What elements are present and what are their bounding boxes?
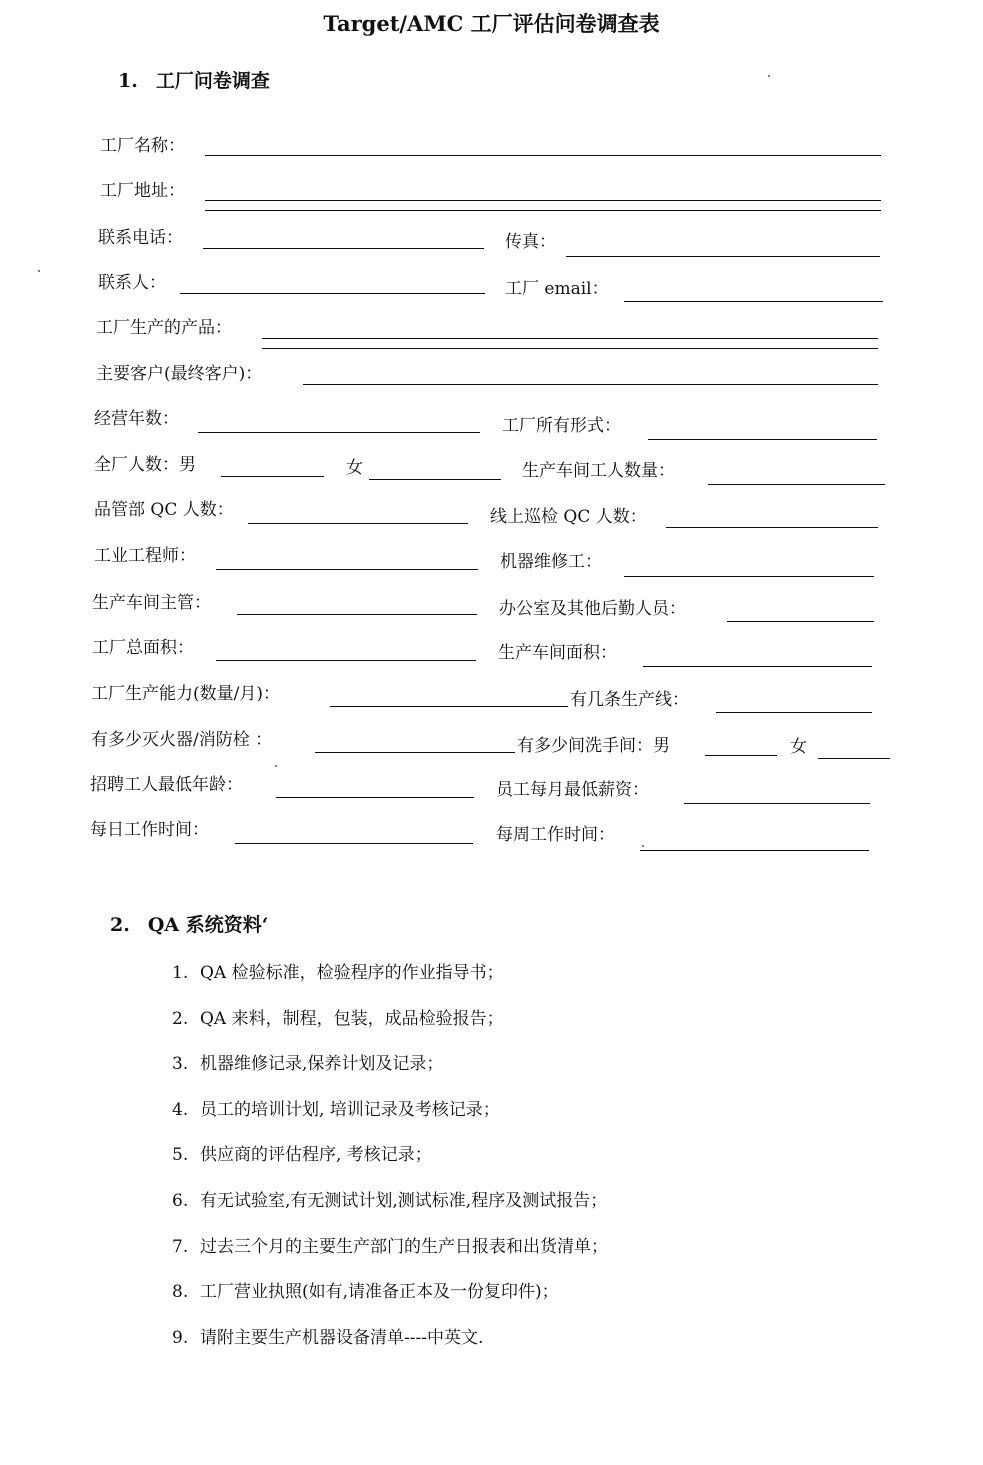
list-item-number: 2. [172, 1009, 189, 1029]
workshop-area-label: 生产车间面积： [498, 643, 617, 663]
restrooms-male-label: 有多少间洗手间：男 [517, 736, 670, 756]
section-2-heading [110, 910, 268, 937]
headcount-male-field[interactable] [221, 476, 324, 477]
qc-count-label: 品管部 QC 人数： [94, 500, 234, 520]
section-2-number: 2. [110, 914, 130, 936]
list-item-text: 过去三个月的主要生产部门的生产日报表和出货清单； [200, 1237, 608, 1257]
section-1-title: 工厂问卷调查 [155, 70, 270, 92]
scan-speck [275, 765, 277, 767]
email-label: 工厂 email： [505, 279, 609, 299]
list-item-text: QA 来料，制程，包装，成品检验报告； [200, 1009, 504, 1029]
contact-field[interactable] [180, 293, 485, 294]
capacity-label: 工厂生产能力(数量/月)： [91, 684, 280, 704]
list-item-text: QA 检验标准，检验程序的作业指导书； [200, 963, 504, 983]
list-item [172, 958, 504, 983]
engineers-label: 工业工程师： [94, 546, 196, 566]
list-item-number: 9. [172, 1328, 189, 1348]
office-staff-field[interactable] [727, 621, 874, 622]
restrooms-male-field[interactable] [705, 755, 777, 756]
weekly-hours-label: 每周工作时间： [496, 825, 615, 845]
lines-field[interactable] [716, 712, 872, 713]
list-item [172, 1186, 607, 1211]
total-area-label: 工厂总面积： [92, 638, 194, 658]
lines-label: 有几条生产线： [570, 690, 689, 710]
daily-hours-field[interactable] [235, 843, 473, 844]
section-1-heading [118, 66, 270, 93]
phone-field[interactable] [203, 248, 484, 249]
ownership-field[interactable] [648, 439, 877, 440]
products-field[interactable] [262, 338, 878, 339]
form-title: Target/AMC 工厂评估问卷调查表 [323, 11, 660, 36]
list-item-text: 有无试验室,有无测试计划,测试标准,程序及测试报告； [200, 1191, 608, 1211]
headcount-female-label: 女 [346, 458, 363, 478]
factory-address-field[interactable] [205, 200, 881, 201]
capacity-field[interactable] [330, 706, 568, 707]
list-item-number: 1. [172, 963, 189, 983]
list-item [172, 1140, 432, 1165]
workshop-workers-field[interactable] [708, 484, 885, 485]
line-qc-count-field[interactable] [666, 527, 878, 528]
supervisors-label: 生产车间主管： [92, 593, 211, 613]
workshop-workers-label: 生产车间工人数量： [522, 461, 675, 481]
years-label: 经营年数： [94, 409, 179, 429]
list-item-number: 8. [172, 1282, 189, 1302]
list-item-text: 员工的培训计划, 培训记录及考核记录； [200, 1100, 500, 1120]
list-item-number: 3. [172, 1054, 189, 1074]
list-item-number: 7. [172, 1237, 189, 1257]
restrooms-female-label: 女 [790, 737, 807, 757]
min-wage-field[interactable] [684, 803, 870, 804]
years-field[interactable] [198, 432, 480, 433]
list-item-number: 6. [172, 1191, 189, 1211]
headcount-male-label: 全厂人数：男 [94, 455, 196, 475]
line-qc-count-label: 线上巡检 QC 人数： [490, 507, 647, 527]
email-field[interactable] [624, 301, 883, 302]
factory-address-field-line2[interactable] [205, 210, 881, 211]
list-item-number: 4. [172, 1100, 189, 1120]
extinguishers-field[interactable] [315, 752, 515, 753]
extinguishers-label: 有多少灭火器/消防栓 ： [91, 730, 273, 750]
mechanics-field[interactable] [624, 576, 874, 577]
scan-speck [38, 270, 40, 272]
products-field-line2[interactable] [262, 348, 878, 349]
min-age-label: 招聘工人最低年龄： [90, 775, 243, 795]
restrooms-female-field[interactable] [818, 758, 890, 759]
list-item [172, 1323, 483, 1348]
supervisors-field[interactable] [237, 614, 477, 615]
office-staff-label: 办公室及其他后勤人员： [499, 599, 686, 619]
workshop-area-field[interactable] [643, 666, 872, 667]
factory-name-field[interactable] [205, 155, 881, 156]
qc-count-field[interactable] [248, 523, 468, 524]
list-item [172, 1277, 559, 1302]
customers-field[interactable] [303, 384, 878, 385]
list-item-text: 机器维修记录,保养计划及记录； [200, 1054, 444, 1074]
factory-name-label: 工厂名称： [100, 136, 185, 156]
factory-address-label: 工厂地址： [100, 181, 185, 201]
list-item [172, 1004, 504, 1029]
list-item [172, 1049, 443, 1074]
section-1-number: 1. [118, 70, 138, 92]
products-label: 工厂生产的产品： [96, 318, 232, 338]
weekly-hours-field[interactable] [640, 850, 869, 851]
min-wage-label: 员工每月最低薪资： [496, 780, 649, 800]
phone-label: 联系电话： [98, 228, 183, 248]
scan-speck [642, 845, 644, 847]
contact-label: 联系人： [98, 273, 166, 293]
mechanics-label: 机器维修工： [500, 552, 602, 572]
section-2-title: QA 系统资料‘ [147, 914, 269, 936]
daily-hours-label: 每日工作时间： [90, 820, 209, 840]
engineers-field[interactable] [216, 569, 478, 570]
fax-field[interactable] [566, 256, 880, 257]
ownership-label: 工厂所有形式： [502, 416, 621, 436]
customers-label: 主要客户(最终客户)： [96, 364, 263, 384]
total-area-field[interactable] [216, 660, 476, 661]
min-age-field[interactable] [276, 797, 474, 798]
headcount-female-field[interactable] [369, 479, 501, 480]
list-item [172, 1095, 500, 1120]
list-item-text: 请附主要生产机器设备清单----中英文. [200, 1328, 484, 1348]
list-item-number: 5. [172, 1145, 189, 1165]
list-item [172, 1232, 608, 1257]
scan-speck [768, 75, 770, 77]
list-item-text: 供应商的评估程序, 考核记录； [200, 1145, 432, 1165]
fax-label: 传真： [505, 232, 556, 252]
list-item-text: 工厂营业执照(如有,请准备正本及一份复印件)； [200, 1282, 559, 1302]
